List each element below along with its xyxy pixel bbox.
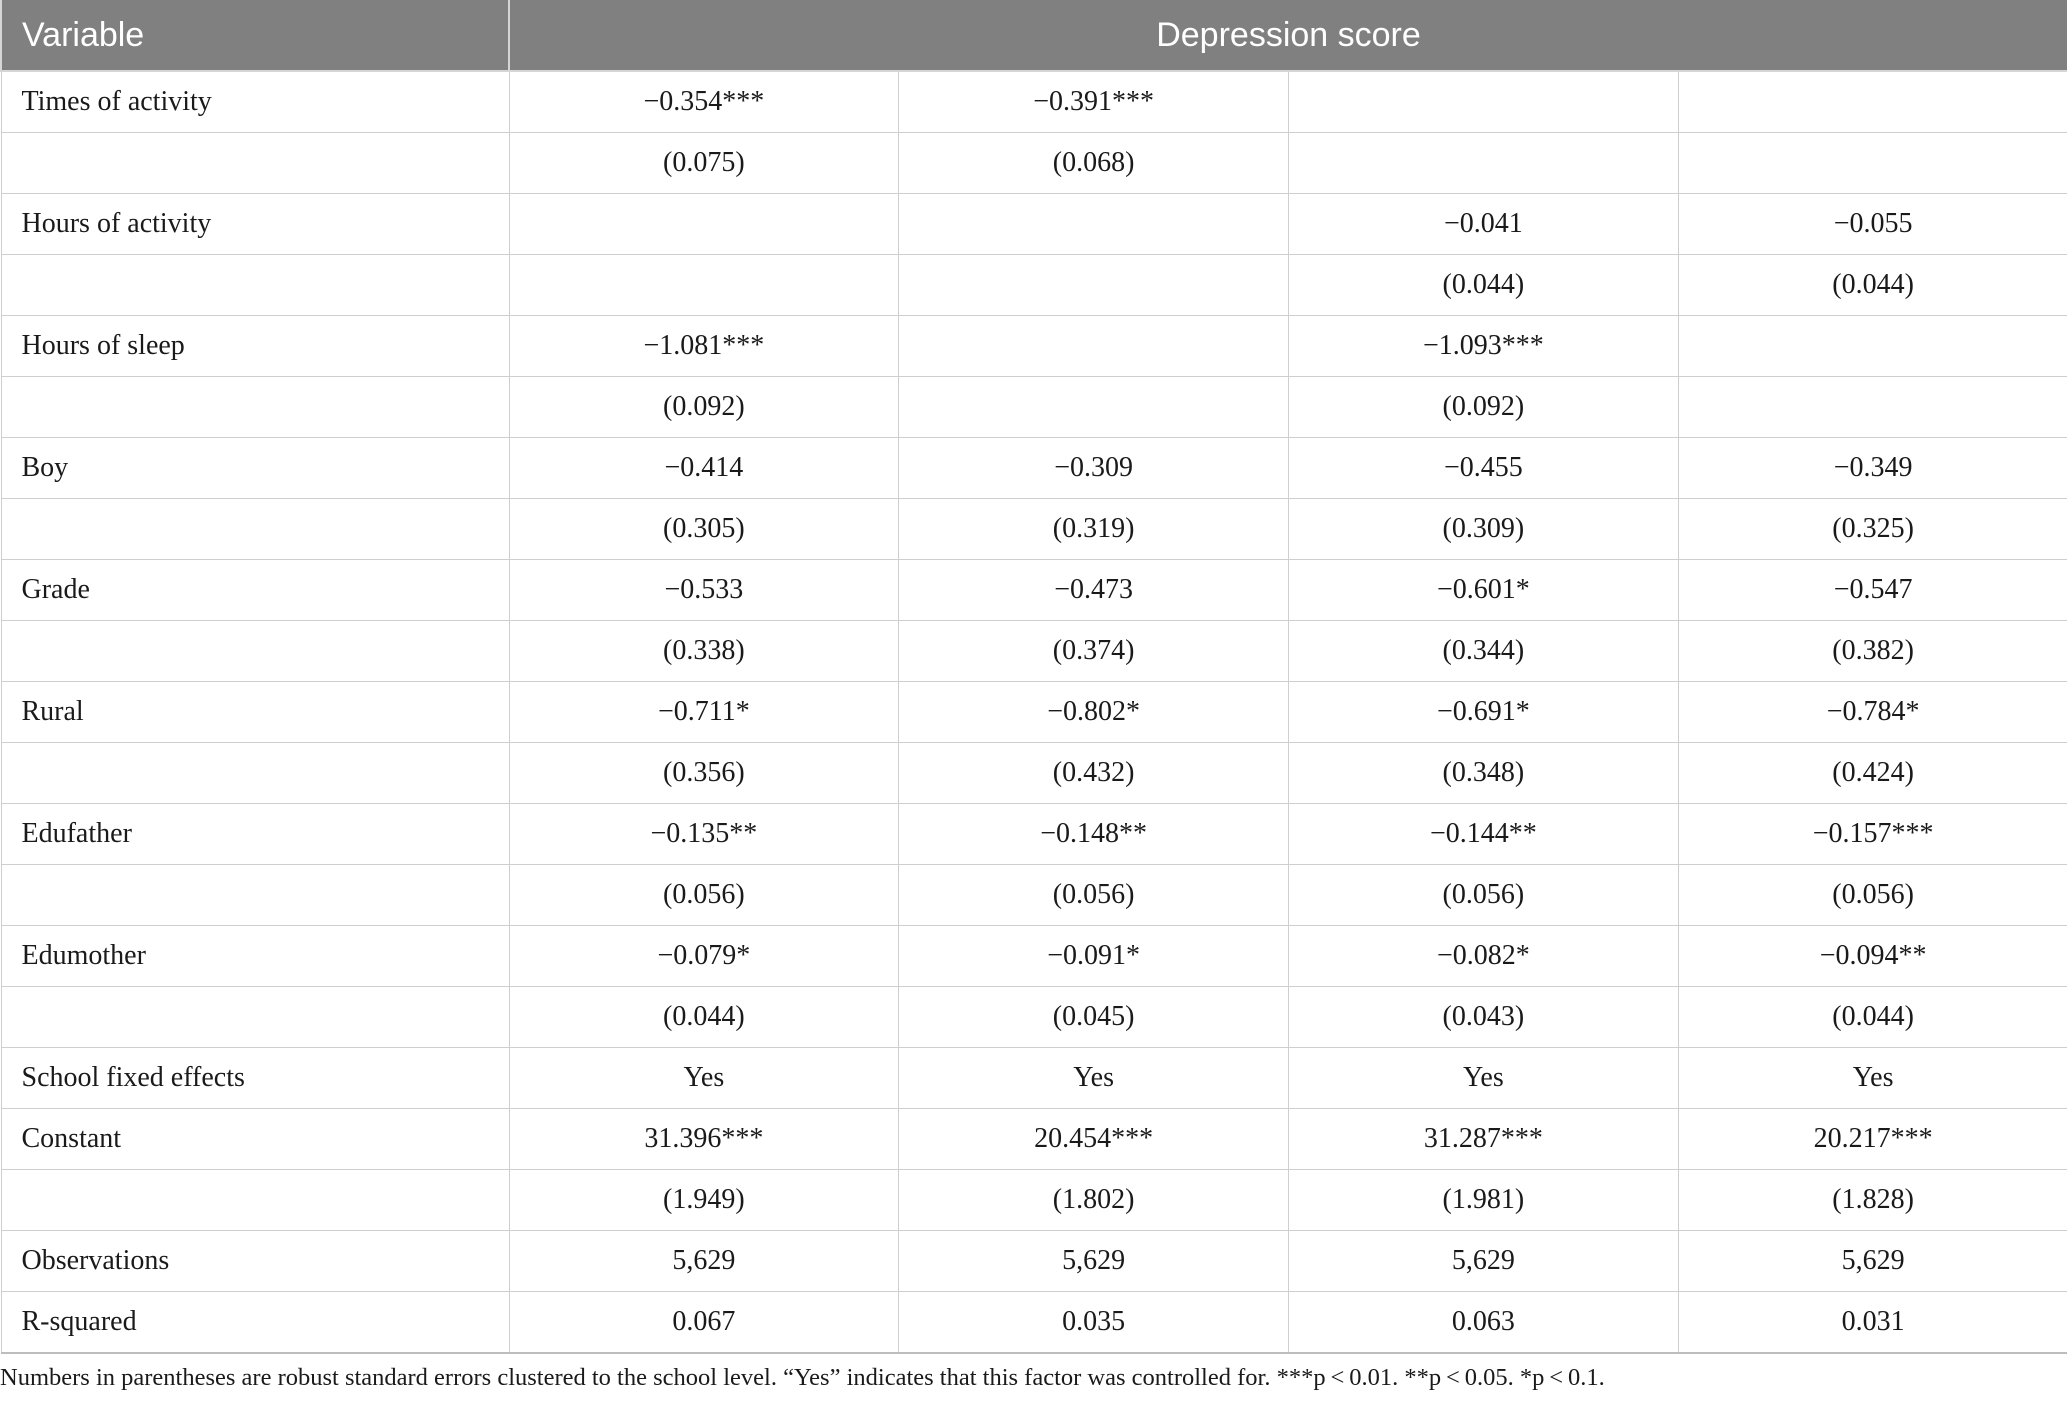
- table-body: [1, 71, 2067, 1353]
- row-label: [1, 499, 509, 560]
- table-cell: [1678, 316, 2067, 377]
- row-label: [1, 743, 509, 804]
- row-label: Rural: [1, 682, 509, 743]
- table-row: [1, 987, 2067, 1048]
- table-cell: −0.711*: [509, 682, 899, 743]
- table-cell: 0.031: [1678, 1292, 2067, 1354]
- table-row: [1, 1231, 2067, 1292]
- dependent-variable-header: Depression score: [509, 0, 2067, 71]
- table-row: [1, 560, 2067, 621]
- table-cell: [899, 377, 1289, 438]
- table-cell: (1.949): [509, 1170, 899, 1231]
- table-cell: −0.349: [1678, 438, 2067, 499]
- table-cell: (0.424): [1678, 743, 2067, 804]
- row-label: Grade: [1, 560, 509, 621]
- row-label: [1, 1170, 509, 1231]
- table-cell: (0.319): [899, 499, 1289, 560]
- table-cell: −1.093***: [1289, 316, 1679, 377]
- table-cell: [509, 255, 899, 316]
- table-row: [1, 1292, 2067, 1354]
- row-label: Boy: [1, 438, 509, 499]
- table-cell: −0.135**: [509, 804, 899, 865]
- row-label: Times of activity: [1, 71, 509, 133]
- table-cell: −0.354***: [509, 71, 899, 133]
- table-cell: −0.144**: [1289, 804, 1679, 865]
- table-cell: (0.056): [509, 865, 899, 926]
- table-row: [1, 316, 2067, 377]
- row-label: Observations: [1, 1231, 509, 1292]
- table-cell: 5,629: [509, 1231, 899, 1292]
- table-row: [1, 621, 2067, 682]
- table-cell: (0.056): [1289, 865, 1679, 926]
- table-cell: Yes: [1678, 1048, 2067, 1109]
- table-cell: −0.082*: [1289, 926, 1679, 987]
- table-cell: [899, 255, 1289, 316]
- table-row: [1, 1170, 2067, 1231]
- table-row: [1, 133, 2067, 194]
- table-cell: −0.079*: [509, 926, 899, 987]
- row-label: Hours of sleep: [1, 316, 509, 377]
- table-cell: 0.063: [1289, 1292, 1679, 1354]
- table-cell: [899, 316, 1289, 377]
- variable-column-header: Variable: [1, 0, 509, 71]
- table-cell: 5,629: [899, 1231, 1289, 1292]
- table-row: [1, 926, 2067, 987]
- table-cell: (0.374): [899, 621, 1289, 682]
- table-cell: [509, 194, 899, 255]
- table-cell: −0.309: [899, 438, 1289, 499]
- table-row: [1, 377, 2067, 438]
- table-row: [1, 682, 2067, 743]
- row-label: [1, 865, 509, 926]
- table-cell: −0.094**: [1678, 926, 2067, 987]
- table-cell: (1.802): [899, 1170, 1289, 1231]
- table-cell: (0.092): [509, 377, 899, 438]
- table-cell: 20.217***: [1678, 1109, 2067, 1170]
- row-label: Hours of activity: [1, 194, 509, 255]
- row-label: Constant: [1, 1109, 509, 1170]
- table-cell: [1678, 377, 2067, 438]
- table-cell: (0.068): [899, 133, 1289, 194]
- table-cell: (0.044): [1289, 255, 1679, 316]
- table-cell: −0.091*: [899, 926, 1289, 987]
- table-cell: −0.414: [509, 438, 899, 499]
- table-cell: 5,629: [1678, 1231, 2067, 1292]
- table-row: [1, 438, 2067, 499]
- table-cell: −0.691*: [1289, 682, 1679, 743]
- table-cell: Yes: [1289, 1048, 1679, 1109]
- table-cell: (0.075): [509, 133, 899, 194]
- table-cell: −0.533: [509, 560, 899, 621]
- table-cell: (0.344): [1289, 621, 1679, 682]
- table-cell: −0.473: [899, 560, 1289, 621]
- table-cell: 31.396***: [509, 1109, 899, 1170]
- table-cell: 0.035: [899, 1292, 1289, 1354]
- table-cell: 20.454***: [899, 1109, 1289, 1170]
- table-row: [1, 804, 2067, 865]
- table-cell: −0.802*: [899, 682, 1289, 743]
- row-label: [1, 133, 509, 194]
- table-cell: 0.067: [509, 1292, 899, 1354]
- table-cell: −0.455: [1289, 438, 1679, 499]
- table-cell: (0.305): [509, 499, 899, 560]
- table-row: [1, 865, 2067, 926]
- table-header-row: [1, 0, 2067, 71]
- table-cell: [1289, 71, 1679, 133]
- table-cell: (0.338): [509, 621, 899, 682]
- table-cell: (0.044): [1678, 987, 2067, 1048]
- table-cell: (0.056): [1678, 865, 2067, 926]
- table-cell: (0.092): [1289, 377, 1679, 438]
- row-label: [1, 255, 509, 316]
- table-cell: (0.348): [1289, 743, 1679, 804]
- table-row: [1, 499, 2067, 560]
- table-cell: (0.044): [1678, 255, 2067, 316]
- table-row: [1, 255, 2067, 316]
- row-label: Edumother: [1, 926, 509, 987]
- table-cell: (0.309): [1289, 499, 1679, 560]
- table-cell: −0.148**: [899, 804, 1289, 865]
- table-cell: [1678, 71, 2067, 133]
- table-cell: [1678, 133, 2067, 194]
- table-row: [1, 71, 2067, 133]
- row-label: School fixed effects: [1, 1048, 509, 1109]
- table-cell: 31.287***: [1289, 1109, 1679, 1170]
- table-cell: (0.432): [899, 743, 1289, 804]
- table-cell: Yes: [899, 1048, 1289, 1109]
- row-label: [1, 377, 509, 438]
- table-cell: −0.601*: [1289, 560, 1679, 621]
- table-cell: (0.325): [1678, 499, 2067, 560]
- table-row: [1, 1109, 2067, 1170]
- table-cell: Yes: [509, 1048, 899, 1109]
- table-cell: (1.828): [1678, 1170, 2067, 1231]
- table-row: [1, 1048, 2067, 1109]
- table-cell: −0.391***: [899, 71, 1289, 133]
- table-cell: (1.981): [1289, 1170, 1679, 1231]
- row-label: R-squared: [1, 1292, 509, 1354]
- table-row: [1, 743, 2067, 804]
- table-cell: (0.045): [899, 987, 1289, 1048]
- table-cell: −0.041: [1289, 194, 1679, 255]
- row-label: [1, 621, 509, 682]
- row-label: [1, 987, 509, 1048]
- table-footnote: Numbers in parentheses are robust standard errors clustered to the school level. “Yes” indicates that this factor was controlled for. ***p < 0.01. **p < 0.05. *p < 0.1.: [0, 1364, 1605, 1391]
- table-cell: [1289, 133, 1679, 194]
- table-cell: (0.044): [509, 987, 899, 1048]
- table-cell: −0.055: [1678, 194, 2067, 255]
- table-cell: −0.157***: [1678, 804, 2067, 865]
- row-label: Edufather: [1, 804, 509, 865]
- table-cell: −0.784*: [1678, 682, 2067, 743]
- table-cell: (0.043): [1289, 987, 1679, 1048]
- table-cell: 5,629: [1289, 1231, 1679, 1292]
- table-cell: (0.356): [509, 743, 899, 804]
- table-cell: (0.382): [1678, 621, 2067, 682]
- table-cell: −1.081***: [509, 316, 899, 377]
- table-cell: [899, 194, 1289, 255]
- table-row: [1, 194, 2067, 255]
- table-cell: (0.056): [899, 865, 1289, 926]
- table-cell: −0.547: [1678, 560, 2067, 621]
